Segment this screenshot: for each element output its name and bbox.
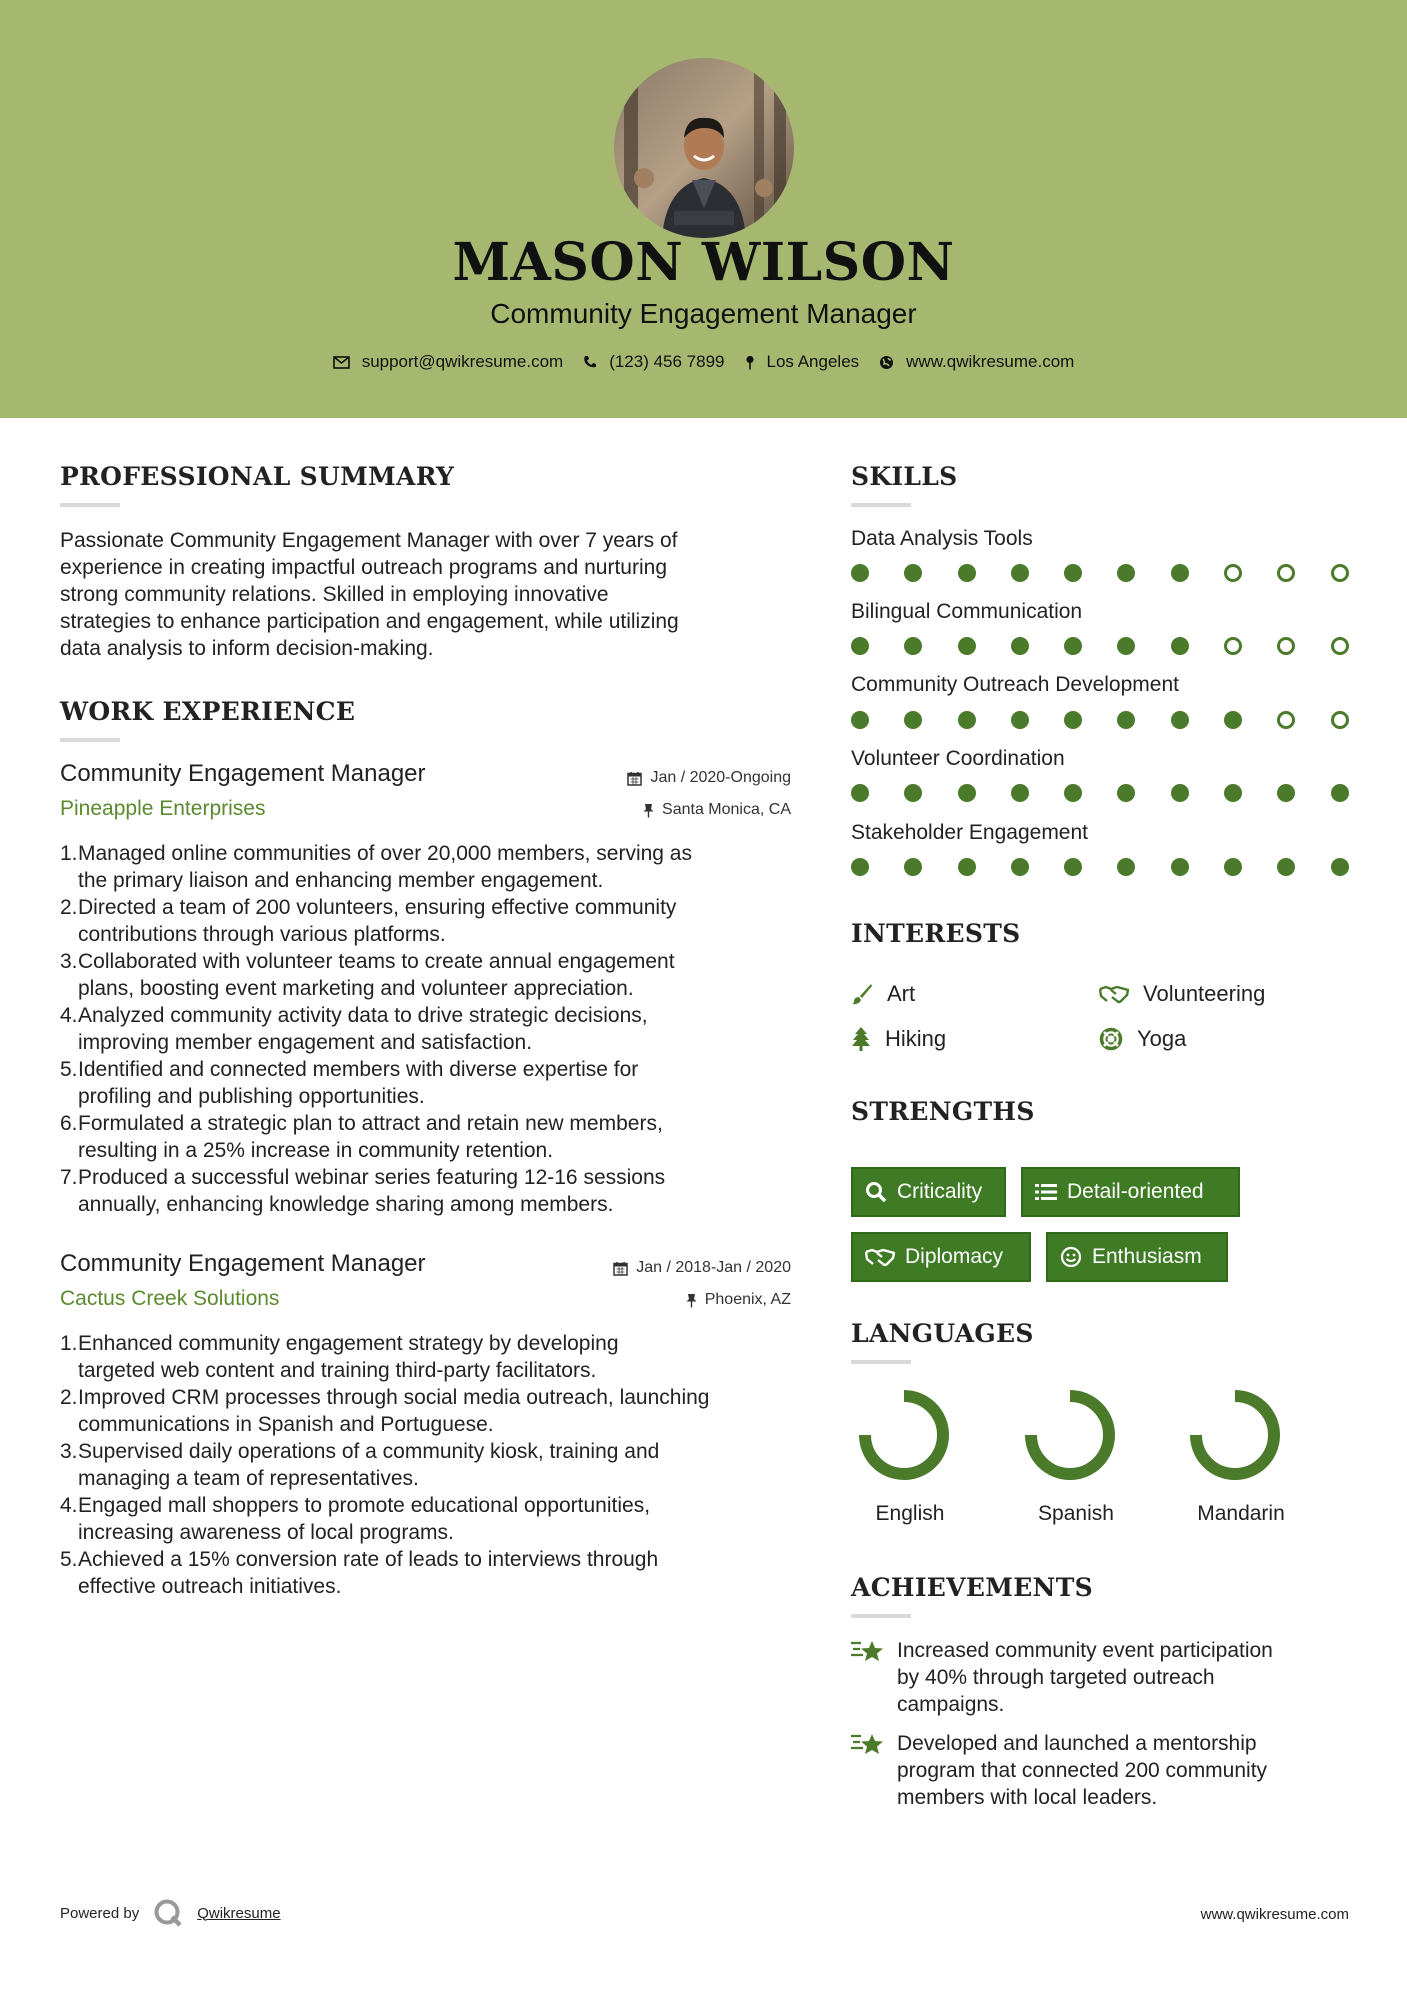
job-location-text: Phoenix, AZ	[704, 1291, 791, 1308]
rating-dot-filled	[851, 637, 869, 655]
candidate-name: MASON WILSON	[452, 232, 955, 293]
rating-dot-filled	[1171, 711, 1189, 729]
rating-dot-filled	[958, 637, 976, 655]
skill-rating	[851, 637, 1384, 655]
rating-dot-filled	[851, 711, 869, 729]
rating-dot-filled	[1277, 784, 1295, 802]
skill-name: Community Outreach Development	[851, 673, 1179, 696]
language-level-arc	[1196, 1396, 1274, 1474]
list-item: 2. Improved CRM processes through social media outreach, launching communications in Spanish and Portuguese.	[60, 1386, 710, 1436]
rating-dot-empty	[1331, 637, 1349, 655]
contact-location: Los Angeles	[766, 352, 860, 371]
rating-dot-filled	[851, 564, 869, 582]
list-item: 1. Managed online communities of over 20,000 members, serving as the primary liaison and enhancing member engagement.	[60, 842, 692, 892]
rating-dot-empty	[1277, 564, 1295, 582]
footer-website[interactable]: www.qwikresume.com	[1200, 1906, 1349, 1923]
interest-label: Hiking	[885, 1026, 947, 1051]
company-name: Cactus Creek Solutions	[60, 1287, 280, 1310]
list-item: 5. Identified and connected members with diverse expertise for profiling and publishing opportunities.	[60, 1058, 639, 1108]
strength-tag	[851, 1167, 1006, 1217]
rating-dot-filled	[1064, 858, 1082, 876]
rating-dot-filled	[1224, 711, 1242, 729]
skill-name: Data Analysis Tools	[851, 527, 1033, 550]
strength-tag	[1021, 1167, 1240, 1217]
rating-dot-filled	[1117, 711, 1135, 729]
interest-label: Volunteering	[1143, 981, 1266, 1006]
rating-dot-filled	[958, 711, 976, 729]
job-location	[500, 1291, 791, 1309]
rating-dot-filled	[904, 858, 922, 876]
rating-dot-filled	[1011, 858, 1029, 876]
strengths-heading: STRENGTHS	[851, 1097, 1035, 1126]
qwikresume-logo-icon	[153, 1898, 183, 1928]
interest-item	[851, 981, 915, 1007]
list-item: 7. Produced a successful webinar series featuring 12-16 sessions annually, enhancing knowledge sharing among members.	[60, 1166, 666, 1216]
strength-tag	[851, 1232, 1031, 1282]
language-gauge	[858, 1389, 950, 1481]
list-item: 4. Analyzed community activity data to drive strategic decisions, improving member engagement and satisfaction.	[60, 1004, 648, 1054]
brand-link[interactable]: Qwikresume	[197, 1904, 281, 1922]
achievement-line: Increased community event participation	[897, 1639, 1273, 1662]
company-name: Pineapple Enterprises	[60, 797, 266, 820]
language-level-arc	[865, 1396, 943, 1474]
rating-dot-filled	[1011, 564, 1029, 582]
languages-heading: LANGUAGES	[851, 1319, 1034, 1348]
interest-item	[1099, 1026, 1186, 1052]
job-dates	[480, 1259, 791, 1277]
rating-dot-filled	[904, 711, 922, 729]
list-item: 5. Achieved a 15% conversion rate of leads to interviews through effective outreach initiatives.	[60, 1548, 659, 1598]
rating-dot-filled	[1171, 637, 1189, 655]
envelope-icon	[333, 356, 350, 369]
pushpin-icon	[686, 1293, 697, 1308]
achievement-line: Developed and launched a mentorship	[897, 1732, 1257, 1755]
rating-dot-filled	[1011, 637, 1029, 655]
interest-label: Yoga	[1137, 1026, 1187, 1051]
language-label: English	[875, 1502, 945, 1525]
summary-line: strategies to enhance participation and engagement, while utilizing	[60, 610, 679, 633]
rating-dot-filled	[1331, 858, 1349, 876]
rating-dot-empty	[1277, 637, 1295, 655]
rating-dot-filled	[1117, 858, 1135, 876]
rating-dot-filled	[1011, 711, 1029, 729]
contact-email[interactable]: support@qwikresume.com	[361, 352, 564, 371]
handshake-icon	[1099, 984, 1129, 1004]
rating-dot-filled	[851, 858, 869, 876]
globe-icon	[879, 355, 894, 370]
interests-heading: INTERESTS	[851, 919, 1021, 948]
job-dates	[500, 769, 791, 787]
language-level-arc	[1031, 1396, 1109, 1474]
rating-dot-filled	[1171, 784, 1189, 802]
rating-dot-filled	[1171, 564, 1189, 582]
achievements-heading: ACHIEVEMENTS	[851, 1573, 1093, 1602]
skill-name: Bilingual Communication	[851, 600, 1083, 623]
summary-divider	[60, 503, 120, 507]
smile-icon	[1060, 1246, 1082, 1268]
rating-dot-filled	[1224, 858, 1242, 876]
contact-phone[interactable]: (123) 456 7899	[609, 352, 725, 371]
rating-dot-filled	[958, 784, 976, 802]
summary-heading: PROFESSIONAL SUMMARY	[60, 462, 455, 491]
experience-heading: WORK EXPERIENCE	[60, 697, 356, 726]
skill-rating	[851, 858, 1384, 876]
job-dates-text: Jan / 2020-Ongoing	[650, 769, 791, 786]
summary-text	[60, 527, 800, 662]
rating-dot-filled	[958, 564, 976, 582]
language-label: Spanish	[1038, 1502, 1114, 1525]
calendar-icon	[627, 771, 642, 786]
strength-label: Diplomacy	[905, 1245, 1004, 1268]
list-item: 3. Collaborated with volunteer teams to create annual engagement plans, boosting event marketing and volunteer appreciation.	[60, 950, 675, 1000]
achievement-line: campaigns.	[897, 1693, 1005, 1716]
rating-dot-filled	[1064, 637, 1082, 655]
rating-dot-filled	[1064, 784, 1082, 802]
skills-divider	[851, 503, 911, 507]
footer-powered-by	[60, 1898, 281, 1928]
rating-dot-filled	[1171, 858, 1189, 876]
contact-website[interactable]: www.qwikresume.com	[906, 352, 1075, 371]
rating-dot-empty	[1331, 711, 1349, 729]
lifering-icon	[1099, 1027, 1123, 1051]
rating-dot-filled	[1331, 784, 1349, 802]
job-bullets	[60, 1330, 800, 1600]
experience-divider	[60, 738, 120, 742]
rating-dot-filled	[1064, 711, 1082, 729]
interest-label: Art	[887, 981, 916, 1006]
search-icon	[865, 1181, 887, 1203]
rating-dot-empty	[1224, 564, 1242, 582]
interest-item	[851, 1026, 946, 1052]
strength-label: Detail-oriented	[1067, 1180, 1204, 1203]
job-dates-text: Jan / 2018-Jan / 2020	[636, 1259, 791, 1276]
job-title: Community Engagement Manager	[60, 1250, 426, 1277]
rating-dot-filled	[851, 784, 869, 802]
skills-heading: SKILLS	[851, 462, 958, 491]
job-location-text: Santa Monica, CA	[662, 801, 791, 818]
phone-icon	[583, 355, 597, 369]
achievements-divider	[851, 1614, 911, 1618]
list-item: 1. Enhanced community engagement strategy by developing targeted web content and training third-party facilitators.	[60, 1332, 619, 1382]
skill-rating	[851, 564, 1384, 582]
achievement-item	[851, 1730, 1351, 1811]
rating-dot-filled	[1117, 784, 1135, 802]
skill-rating	[851, 711, 1384, 729]
rating-dot-filled	[958, 858, 976, 876]
summary-line: Passionate Community Engagement Manager with over 7 years of	[60, 529, 678, 552]
rating-dot-filled	[904, 564, 922, 582]
skill-name: Stakeholder Engagement	[851, 821, 1088, 844]
strength-tag	[1046, 1232, 1228, 1282]
rating-dot-filled	[1011, 784, 1029, 802]
interest-item	[1099, 981, 1265, 1007]
rating-dot-filled	[904, 784, 922, 802]
pushpin-icon	[643, 803, 654, 818]
job-location	[500, 801, 791, 819]
achievement-line: members with local leaders.	[897, 1786, 1158, 1809]
strength-label: Criticality	[897, 1180, 983, 1203]
rating-dot-filled	[1117, 564, 1135, 582]
rating-dot-filled	[1224, 784, 1242, 802]
list-item: 6. Formulated a strategic plan to attract and retain new members, resulting in a 25% increase in community retention.	[60, 1112, 663, 1162]
language-gauge	[1189, 1389, 1281, 1481]
contact-bar	[0, 352, 1407, 372]
strength-label: Enthusiasm	[1092, 1245, 1202, 1268]
rating-dot-empty	[1277, 711, 1295, 729]
list-icon	[1035, 1183, 1057, 1201]
map-pin-icon	[745, 355, 755, 370]
skill-rating	[851, 784, 1384, 802]
handshake-icon	[865, 1247, 895, 1267]
achievement-line: program that connected 200 community	[897, 1759, 1268, 1782]
profile-photo	[614, 58, 794, 238]
language-label: Mandarin	[1197, 1502, 1285, 1525]
summary-line: strong community relations. Skilled in employing innovative	[60, 583, 609, 606]
powered-by-text: Powered by	[60, 1904, 140, 1922]
skill-name: Volunteer Coordination	[851, 747, 1065, 770]
achievement-line: by 40% through targeted outreach	[897, 1666, 1215, 1689]
list-item: 2. Directed a team of 200 volunteers, ensuring effective community contributions through various platforms.	[60, 896, 677, 946]
rating-dot-filled	[1064, 564, 1082, 582]
rating-dot-filled	[1277, 858, 1295, 876]
languages-divider	[851, 1360, 911, 1364]
summary-line: experience in creating impactful outreach programs and nurturing	[60, 556, 668, 579]
rating-dot-empty	[1224, 637, 1242, 655]
resume-header	[0, 0, 1407, 418]
job-title: Community Engagement Manager	[60, 760, 426, 787]
list-item: 4. Engaged mall shoppers to promote educational opportunities, increasing awareness of local programs.	[60, 1494, 651, 1544]
shooting-star-icon	[851, 1637, 885, 1665]
job-bullets	[60, 840, 800, 1218]
list-item: 3. Supervised daily operations of a community kiosk, training and managing a team of representatives.	[60, 1440, 660, 1490]
paintbrush-icon	[851, 983, 873, 1005]
shooting-star-icon	[851, 1730, 885, 1758]
tree-icon	[851, 1027, 871, 1051]
calendar-icon	[613, 1261, 628, 1276]
achievement-item	[851, 1637, 1351, 1718]
rating-dot-filled	[904, 637, 922, 655]
candidate-title: Community Engagement Manager	[490, 298, 917, 329]
language-gauge	[1024, 1389, 1116, 1481]
rating-dot-filled	[1117, 637, 1135, 655]
rating-dot-empty	[1331, 564, 1349, 582]
summary-line: data analysis to inform decision-making.	[60, 637, 434, 660]
